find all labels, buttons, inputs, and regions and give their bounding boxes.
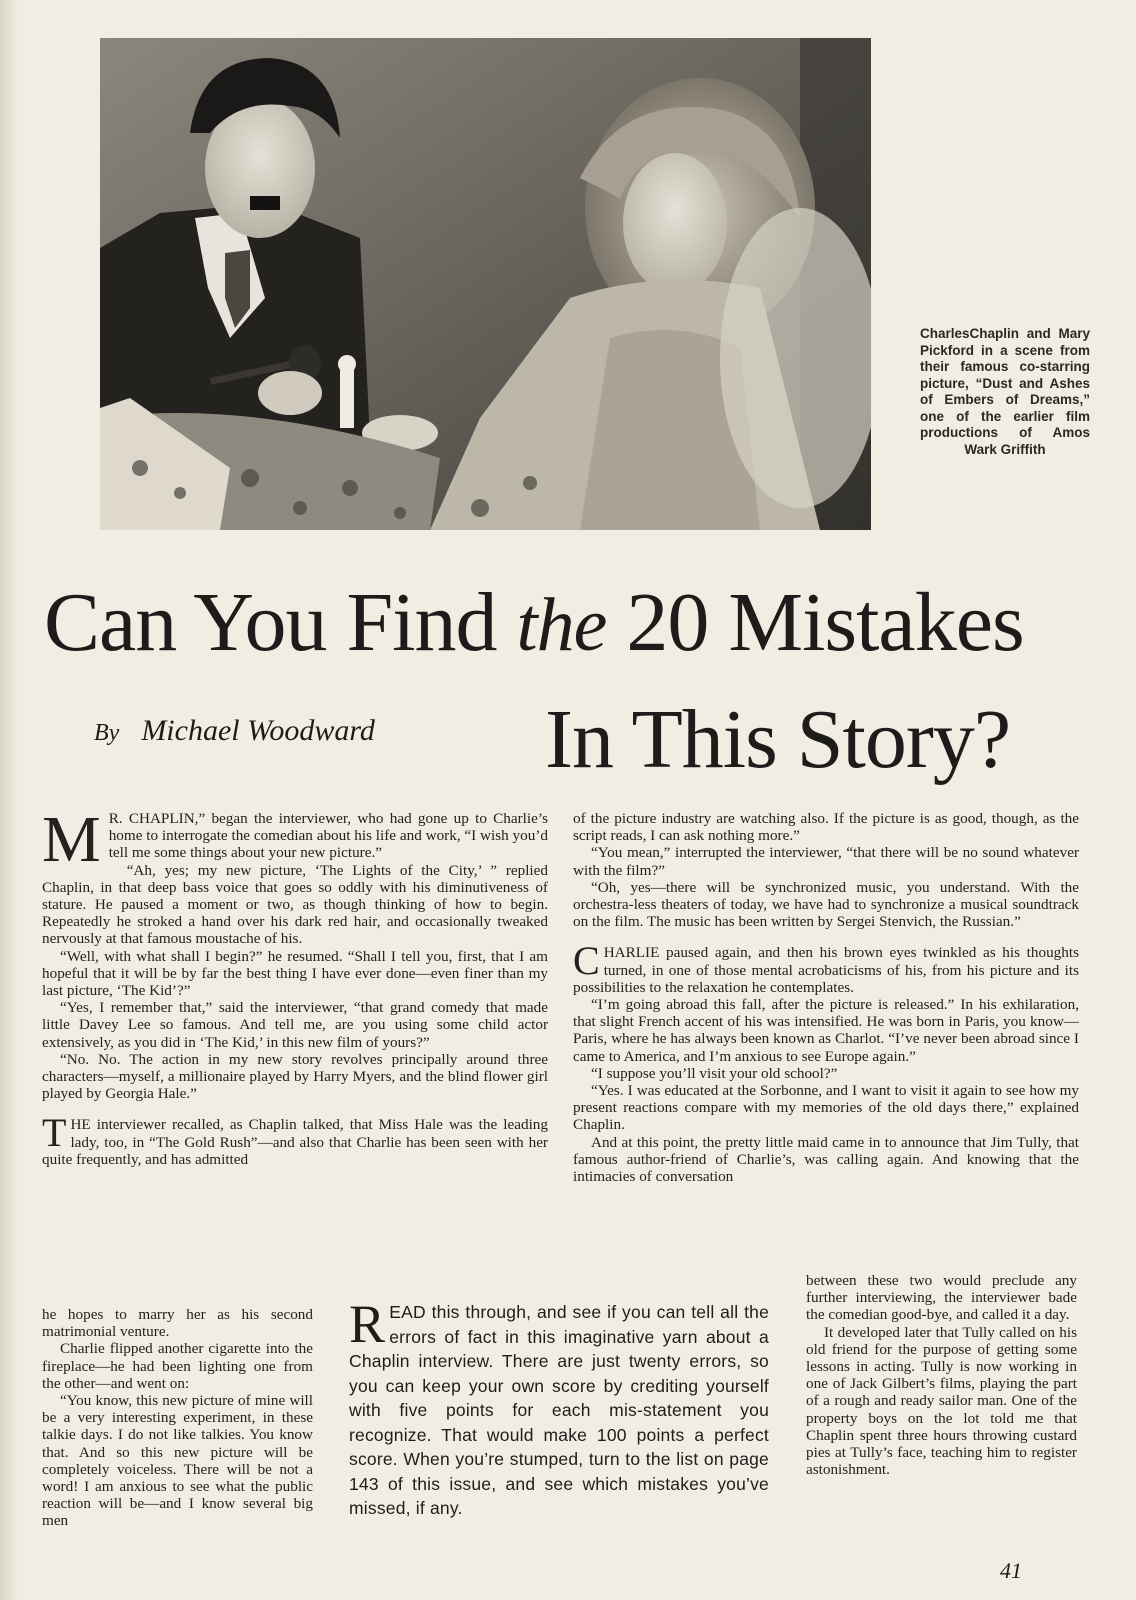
- right-column: [573, 810, 1079, 1185]
- drop-cap-t: T: [42, 1110, 67, 1156]
- paragraph: between these two would preclude any further interviewing, the interviewer bade the comedian good-bye, and called it a day.: [806, 1272, 1077, 1324]
- paragraph: “I’m going abroad this fall, after the picture is released.” In his exhilaration, that slight French accent of his was intensified. He was born in Paris, you know—Paris, where he has always been known as Charlot. “I’ve never been abroad since I came to America, and I’m anxious to see Europe again.”: [573, 996, 1079, 1065]
- article-title-line-2: In This Story?: [545, 693, 1011, 786]
- page-edge-shadow: [0, 0, 18, 1600]
- byline-author: Michael Woodward: [141, 714, 375, 747]
- drop-cap-m: M: [42, 803, 101, 876]
- paragraph: “You mean,” interrupted the interviewer, “that there will be no sound whatever with the film?”: [573, 844, 1079, 879]
- paragraph-text: HE interviewer recalled, as Chaplin talked, that Miss Hale was the leading lady, too, in “The Gold Rush”—and also that Charlie has been seen with her quite frequently, and has admitted: [42, 1116, 548, 1168]
- section-paragraph: [573, 938, 1079, 996]
- paragraph: And at this point, the pretty little maid came in to announce that Jim Tully, that famous author-friend of Charlie’s, was calling again. And knowing that the intimacies of conversation: [573, 1133, 1079, 1186]
- photo-caption: CharlesChaplin and Mary Pickford in a scene from their famous co-starring picture, “Dust and Ashes of Embers of Dreams,” one of the earlier film productions of Amos Wark Griffith: [920, 326, 1090, 457]
- title-part-2: the: [516, 583, 607, 667]
- drop-cap-c: C: [573, 938, 600, 984]
- paragraph: “No. No. The action in my new story revolves principally around three characters—myself, a millionaire played by Harry Myers, and the blind flower girl played by Georgia Hale.”: [42, 1050, 548, 1103]
- left-column: [42, 803, 548, 1168]
- paragraph: “You know, this new picture of mine will be a very interesting experiment, in these talkie days. I do not like talkies. You know that. And so this new picture will be completely voiceless. There will be not a word! I am anxious to see what the public reaction will be—and I know several big men: [42, 1392, 313, 1530]
- paragraph: “Ah, yes; my new picture, ‘The Lights of the City,’ ” replied Chaplin, in that deep bass voice that goes so oddly with his diminutiveness of stature. He paused a moment or two, as though thinking of how to begin. Repeatedly he stroked a hand over his dark red hair, and occasionally tweaked nervously at that famous moustache of his.: [42, 861, 548, 948]
- paragraph: “Yes. I was educated at the Sorbonne, and I want to visit it again to see how my present reactions compare with my memories of the old days there,” explained Chaplin.: [573, 1082, 1079, 1134]
- film-still-photo: [100, 38, 871, 530]
- paragraph: It developed later that Tully called on his old friend for the purpose of getting some lessons in acting. Tully is now working in one of Jack Gilbert’s films, playing the part of a rough and ready sailor man. One of the property boys on the lot told me that Chaplin spent three hours throwing custard pies at Tully’s face, teaching him to register astonishment.: [806, 1323, 1077, 1479]
- paragraph: he hopes to marry her as his second matrimonial venture.: [42, 1306, 313, 1341]
- page-number: 41: [1000, 1558, 1022, 1583]
- paragraph-text: R. CHAPLIN,” began the interviewer, who had gone up to Charlie’s home to interrogate the comedian about his life and work, “I wish you’d tell me some things about your new picture.”: [108, 810, 548, 862]
- section-paragraph: [42, 1110, 548, 1168]
- paragraph: “I suppose you’ll visit your old school?”: [591, 1064, 838, 1082]
- drop-cap-r: R: [349, 1294, 386, 1354]
- instructions-text: EAD this through, and see if you can tell all the errors of fact in this imaginative yarn about a Chaplin interview. There are just twenty errors, so you can keep your own score by crediting yourself with five points for each mis-statement you recognize. That would make 100 points a perfect score. When you’re stumped, turn to the list on page 143 of this issue, and see which mistakes you’ve missed, if any.: [349, 1302, 769, 1518]
- paragraph: “Oh, yes—there will be synchronized music, you understand. With the orchestra-less theaters of today, we have had to synchronize a musical soundtrack on the film. The music has been written by Sergei Stenvich, the Russian.”: [573, 878, 1079, 931]
- paragraph-text: HARLIE paused again, and then his brown eyes twinkled as his thoughts turned, in one of those mental acrobaticisms of his, from his picture and its possibilities to the relaxation he contemplates.: [573, 944, 1079, 996]
- article-title-line-1: [44, 575, 1084, 673]
- byline: [94, 714, 375, 748]
- photo-illustration: [100, 38, 871, 530]
- paragraph: “Well, with what shall I begin?” he resumed. “Shall I tell you, first, that I am hopeful that it will be by far the best thing I have ever done—even finer than my last picture, ‘The Kid’?”: [42, 947, 548, 1000]
- title-part-3: 20 Mistakes: [626, 576, 1024, 669]
- left-narrow-column: [42, 1306, 313, 1530]
- title-part-1: Can You Find: [44, 576, 497, 669]
- paragraph: “Yes, I remember that,” said the interviewer, “that grand comedy that made little Davey Lee so famous. And tell me, are you using some child actor extensively, as you did in ‘The Kid,’ in this new film of yours?”: [42, 999, 548, 1051]
- paragraph: of the picture industry are watching also. If the picture is as good, though, as the script reads, I can ask nothing more.”: [573, 810, 1079, 845]
- right-narrow-column: [806, 1272, 1077, 1478]
- opening-paragraph: [42, 803, 548, 876]
- instructions-box: [349, 1294, 769, 1521]
- byline-by: By: [94, 720, 120, 746]
- paragraph: Charlie flipped another cigarette into the fireplace—he had been lighting one from the other—and went on:: [42, 1340, 313, 1392]
